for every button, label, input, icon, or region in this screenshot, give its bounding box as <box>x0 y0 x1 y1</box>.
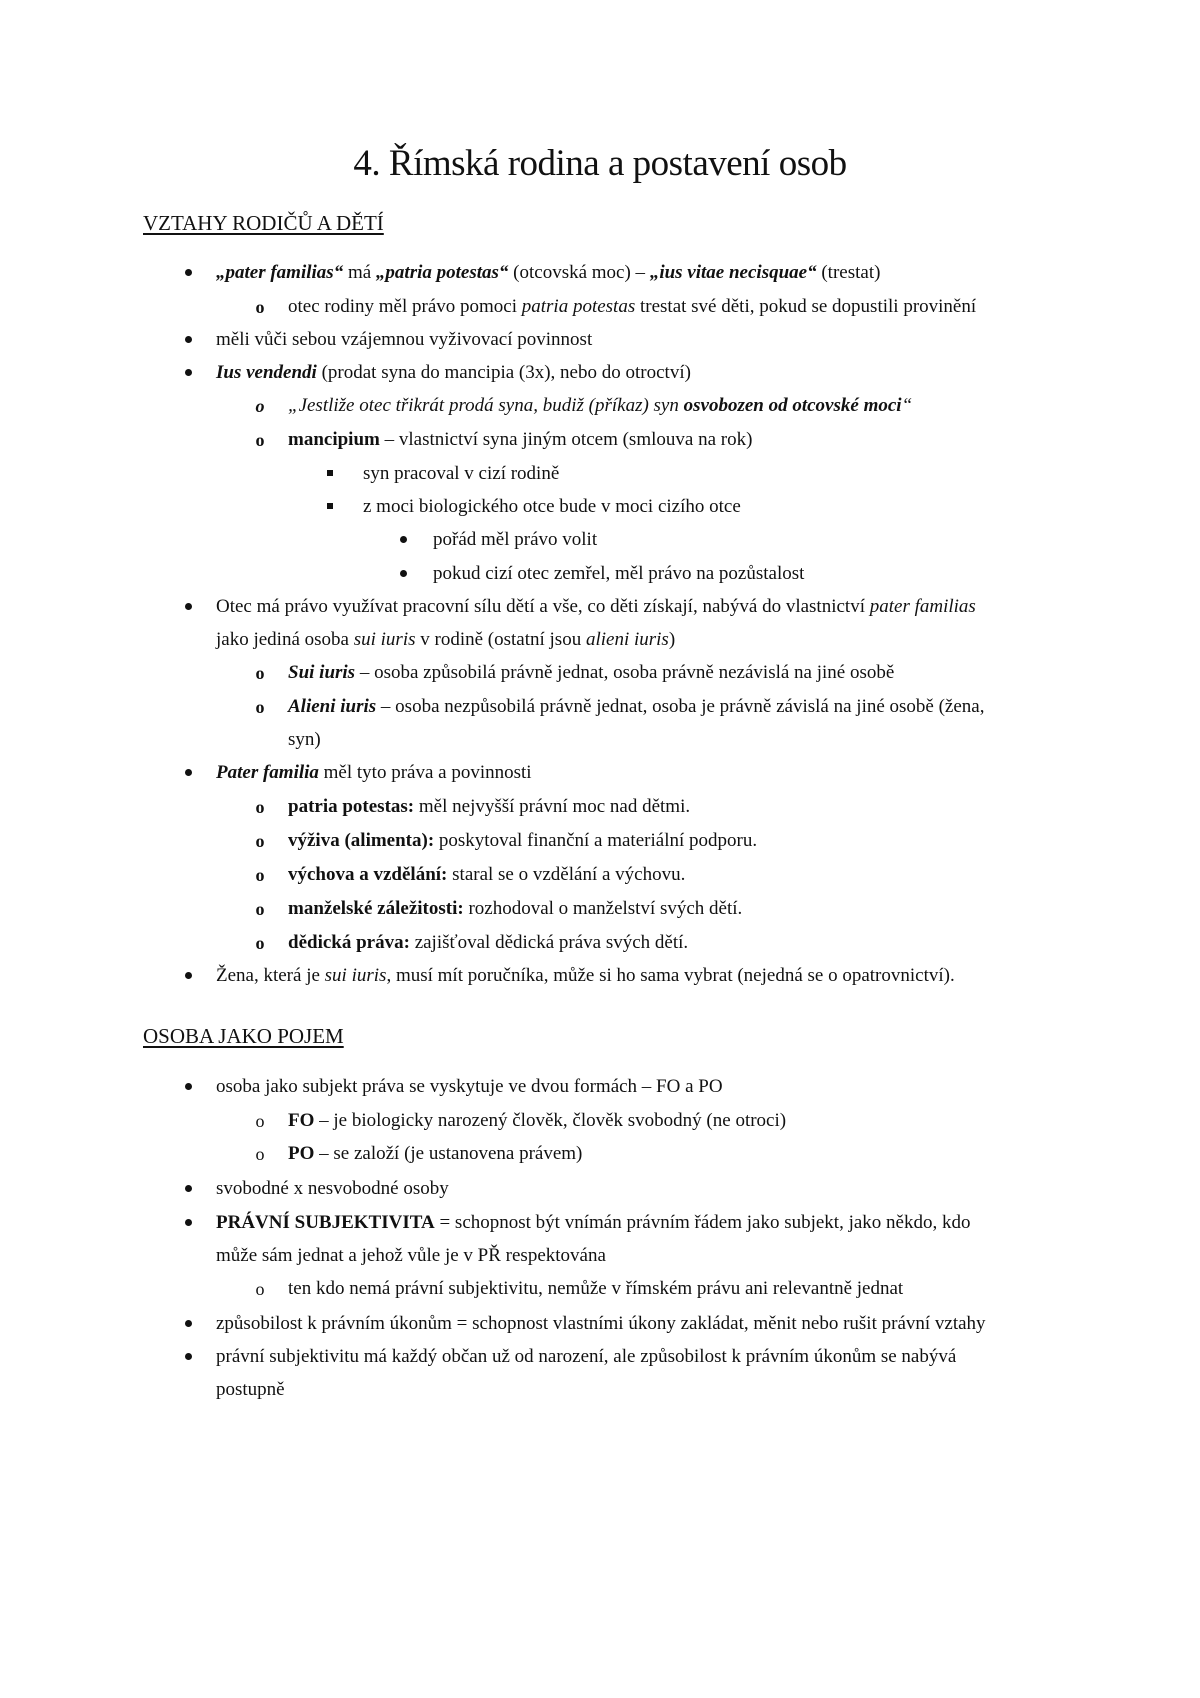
list-item: Alieni iuris – osoba nezpůsobilá právně jednat, osoba je právně závislá na jiné osobě (žena, <box>288 696 985 717</box>
list-item: Sui iuris – osoba způsobilá právně jednat, osoba právně nezávislá na jiné osobě <box>288 662 895 683</box>
sub-bullet-o: o <box>255 663 265 683</box>
list-item: ten kdo nemá právní subjektivitu, nemůže v římském právu ani relevantně jednat <box>288 1278 904 1299</box>
section-heading-parents-children: VZTAHY RODIČŮ A DĚTÍ <box>143 211 384 235</box>
bullet-dot-icon <box>178 1345 198 1369</box>
sub-bullet-o: o <box>255 933 265 953</box>
list-item: způsobilost k právním úkonům = schopnost vlastními úkony zakládat, měnit nebo rušit právní vztahy <box>216 1313 986 1334</box>
list-item-continuation: jako jediná osoba sui iuris v rodině (ostatní jsou alieni iuris) <box>216 629 676 650</box>
sub-bullet-o: o <box>255 1279 265 1299</box>
bullet-dot-icon <box>393 562 413 586</box>
bullet-dot-icon <box>393 528 413 552</box>
list-item: osoba jako subjekt práva se vyskytuje ve dvou formách – FO a PO <box>216 1076 723 1097</box>
list-item-continuation: postupně <box>216 1379 285 1400</box>
sub-bullet-o: o <box>255 430 265 450</box>
bullet-square-icon <box>320 462 340 486</box>
sub-bullet-o: o <box>255 1144 265 1164</box>
term-ius-vitae: „ius vitae necisquae“ <box>649 262 817 283</box>
list-item: FO – je biologicky narozený člověk, člověk svobodný (ne otroci) <box>288 1110 787 1131</box>
list-item: Žena, která je sui iuris, musí mít poručníka, může si ho sama vybrat (nejedná se o opatrovnictví). <box>216 965 955 986</box>
list-item: Otec má právo využívat pracovní sílu dětí a vše, co děti získají, nabývá do vlastnictví pater familias <box>216 596 976 617</box>
bullet-dot-icon <box>178 595 198 619</box>
list-item: „pater familias“ má „patria potestas“ (otcovská moc) – „ius vitae necisquae“ (trestat) <box>216 262 881 283</box>
bullet-dot-icon <box>178 1177 198 1201</box>
bullet-square-icon <box>320 495 340 519</box>
sub-bullet-o: o <box>255 865 265 885</box>
list-item: „Jestliže otec třikrát prodá syna, budiž (příkaz) syn osvobozen od otcovské moci“ <box>288 395 913 416</box>
list-item: dědická práva: zajišťoval dědická práva svých dětí. <box>288 932 689 953</box>
bullet-dot-icon <box>178 1211 198 1235</box>
list-item: pokud cizí otec zemřel, měl právo na pozůstalost <box>433 563 805 584</box>
list-item: z moci biologického otce bude v moci cizího otce <box>363 496 741 517</box>
bullet-dot-icon <box>178 1075 198 1099</box>
list-item: patria potestas: měl nejvyšší právní moc nad dětmi. <box>288 796 691 817</box>
list-item: výživa (alimenta): poskytoval finanční a materiální podporu. <box>288 830 758 851</box>
sub-bullet-o: o <box>255 297 265 317</box>
list-item: mancipium – vlastnictví syna jiným otcem (smlouva na rok) <box>288 429 753 450</box>
bullet-dot-icon <box>178 361 198 385</box>
term-pater-familias: „pater familias“ <box>216 262 344 283</box>
sub-bullet-o: o <box>255 831 265 851</box>
bullet-dot-icon <box>178 261 198 285</box>
list-item: měli vůči sebou vzájemnou vyživovací povinnost <box>216 329 593 350</box>
bullet-dot-icon <box>178 328 198 352</box>
bullet-dot-icon <box>178 1312 198 1336</box>
list-item-continuation: může sám jednat a jehož vůle je v PŘ respektována <box>216 1245 606 1266</box>
list-item: Pater familia měl tyto práva a povinnosti <box>216 762 532 783</box>
list-item: výchova a vzdělání: staral se o vzdělání a výchovu. <box>288 864 686 885</box>
sub-bullet-o: o <box>255 797 265 817</box>
list-item: syn pracoval v cizí rodině <box>363 463 560 484</box>
list-item-continuation: syn) <box>288 729 321 750</box>
list-item: Ius vendendi (prodat syna do mancipia (3x), nebo do otroctví) <box>216 362 691 383</box>
sub-bullet-o: o <box>255 1111 265 1131</box>
bullet-dot-icon <box>178 761 198 785</box>
list-item: PO – se založí (je ustanovena právem) <box>288 1143 583 1164</box>
page-title: 4. Římská rodina a postavení osob <box>353 143 847 184</box>
list-item: svobodné x nesvobodné osoby <box>216 1178 449 1199</box>
list-item: PRÁVNÍ SUBJEKTIVITA = schopnost být vnímán právním řádem jako subjekt, jako někdo, kdo <box>216 1212 971 1233</box>
sub-bullet-o: o <box>255 899 265 919</box>
sub-bullet-o: o <box>255 396 265 416</box>
bullet-dot-icon <box>178 964 198 988</box>
section-heading-person-concept: OSOBA JAKO POJEM <box>143 1024 344 1048</box>
sub-bullet-o: o <box>255 697 265 717</box>
list-item: právní subjektivitu má každý občan už od narození, ale způsobilost k právním úkonům se nabývá <box>216 1346 957 1367</box>
term-patria-potestas: „patria potestas“ <box>375 262 509 283</box>
list-item: otec rodiny měl právo pomoci patria potestas trestat své děti, pokud se dopustili provinění <box>288 296 977 317</box>
list-item: manželské záležitosti: rozhodoval o manželství svých dětí. <box>288 898 743 919</box>
list-item: pořád měl právo volit <box>433 529 598 550</box>
